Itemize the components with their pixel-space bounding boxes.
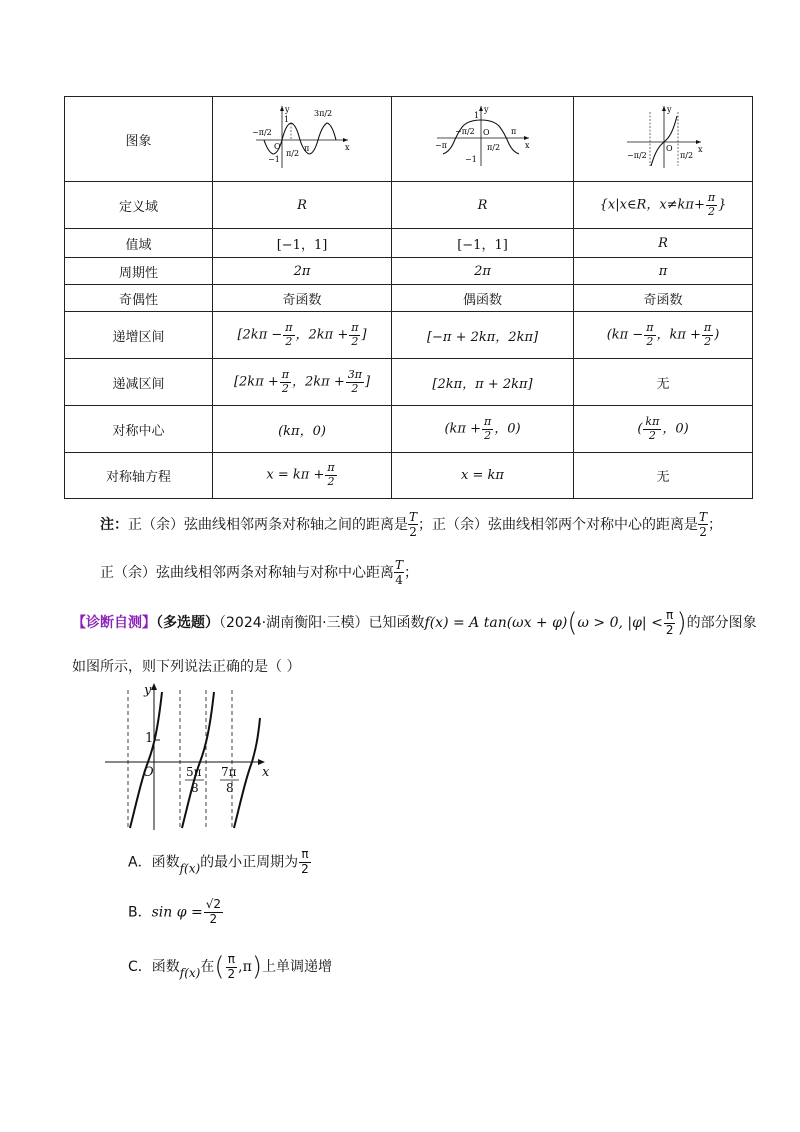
sin-graph-cell xyxy=(213,97,392,182)
tan-increasing: (kπ − $\frac{\pi}{2}$ ，kπ + $\frac{\pi}{2}$ ) xyxy=(574,312,753,359)
sin-parity: 奇函数 xyxy=(213,285,392,312)
table-row xyxy=(65,453,753,499)
origin-label: O xyxy=(143,765,154,780)
question-source: （2024·湖南衡阳·三模）已知函数 xyxy=(219,615,425,631)
eight-label-2: 8 xyxy=(226,781,234,795)
row-label: 图象 xyxy=(65,97,213,182)
cos-axis: x = kπ xyxy=(392,453,574,499)
pi-half-label: π/2 xyxy=(680,151,694,160)
cos-period: 2π xyxy=(392,258,574,285)
question-line-1: 【诊断自测】（多选题）（2024·湖南衡阳·三模）已知函数f(x) = A tan(ωx + φ)(ω > 0, |φ| < $\frac{\pi}{2}$ )的部分图象 xyxy=(72,607,757,638)
sin-decreasing: [2kπ + $\frac{\pi}{2}$ ，2kπ + $\frac{3\pi}{2}$ ] xyxy=(213,359,392,406)
row-label: 值域 xyxy=(65,229,213,258)
tan-axis: 无 xyxy=(574,453,753,499)
x-axis-label: x xyxy=(262,765,270,780)
origin-label: O xyxy=(482,128,490,137)
cos-range: [−1，1] xyxy=(392,229,574,258)
tan-graph xyxy=(613,102,713,172)
question-type: （多选题） xyxy=(156,615,219,631)
one-label: 1 xyxy=(145,731,154,746)
note-line-1: 注：正（余）弦曲线相邻两条对称轴之间的距离是 $\frac{T}{2}$ ；正（余）弦曲线相邻两个对称中心的距离是 $\frac{T}{2}$ ； xyxy=(100,510,723,540)
sin-domain: R xyxy=(213,182,392,229)
tan-period: π xyxy=(574,258,753,285)
cos-parity: 偶函数 xyxy=(392,285,574,312)
row-label: 递减区间 xyxy=(65,359,213,406)
table-row xyxy=(65,406,753,453)
pi-half-label: π/2 xyxy=(286,149,300,158)
cos-center: (kπ + $\frac{\pi}{2}$ ，0) xyxy=(392,406,574,453)
question-line-2: 如图所示，则下列说法正确的是（ ） xyxy=(72,659,301,675)
y-axis-label: y xyxy=(285,105,290,114)
table-row xyxy=(65,182,753,229)
origin-label: O xyxy=(274,142,281,151)
minus-pi-label: −π xyxy=(434,141,447,150)
one-label: 1 xyxy=(473,111,479,120)
tan-function-graph xyxy=(100,678,280,838)
table-row xyxy=(65,97,753,182)
minus-one-label: −1 xyxy=(268,155,280,164)
three-pi-half-label: 3π/2 xyxy=(314,109,333,118)
cos-increasing: [−π + 2kπ，2kπ] xyxy=(392,312,574,359)
option-b[interactable]: B．sin φ = $\frac{√2}{2}$ xyxy=(128,897,222,926)
cos-graph-cell xyxy=(392,97,574,182)
table-row xyxy=(65,229,753,258)
row-label: 奇偶性 xyxy=(65,285,213,312)
eight-label-1: 8 xyxy=(191,781,199,795)
row-label: 周期性 xyxy=(65,258,213,285)
origin-label: O xyxy=(666,144,673,153)
option-c[interactable]: C．函数f(x)在( $\frac{\pi}{2}$ ,π)上单调递增 xyxy=(128,951,332,982)
tan-parity: 奇函数 xyxy=(574,285,753,312)
x-axis-label: x xyxy=(698,145,703,154)
note-line-2: 正（余）弦曲线相邻两条对称轴与对称中心距离 $\frac{T}{4}$ ； xyxy=(100,558,419,588)
minus-pi-half-label: −π/2 xyxy=(627,151,647,160)
row-label: 定义域 xyxy=(65,182,213,229)
y-axis-label: y xyxy=(483,105,489,114)
cos-decreasing: [2kπ，π + 2kπ] xyxy=(392,359,574,406)
pi-half-label: π/2 xyxy=(486,143,500,152)
sin-range: [−1，1] xyxy=(213,229,392,258)
row-label: 对称中心 xyxy=(65,406,213,453)
minus-pi-half-label: −π/2 xyxy=(252,128,272,137)
table-row xyxy=(65,359,753,406)
minus-pi-half-label: −π/2 xyxy=(454,127,475,136)
pi-label: π xyxy=(304,144,310,153)
tan-graph-cell xyxy=(574,97,753,182)
tan-domain: {x|x∈R，x≠kπ+ $\frac{\pi}{2}$ } xyxy=(574,182,753,229)
trig-properties-table xyxy=(64,96,753,499)
cos-domain: R xyxy=(392,182,574,229)
table-row xyxy=(65,258,753,285)
x-axis-label: x xyxy=(524,141,530,150)
sin-increasing: [2kπ − $\frac{\pi}{2}$ ，2kπ + $\frac{\pi}{2}$ ] xyxy=(213,312,392,359)
tan-decreasing: 无 xyxy=(574,359,753,406)
tan-range: R xyxy=(574,229,753,258)
sin-period: 2π xyxy=(213,258,392,285)
function-formula: f(x) = A tan(ωx + φ) xyxy=(424,615,568,631)
one-label: 1 xyxy=(284,115,290,124)
y-axis-label: y xyxy=(667,105,672,114)
option-a[interactable]: A．函数f(x)的最小正周期为 $\frac{\pi}{2}$ xyxy=(128,847,309,876)
sin-graph xyxy=(252,102,352,172)
sin-axis: x = kπ + $\frac{\pi}{2}$ xyxy=(213,453,392,499)
row-label: 递增区间 xyxy=(65,312,213,359)
y-axis-label: y xyxy=(144,683,152,698)
tan-center: ( $\frac{k\pi}{2}$ ，0) xyxy=(574,406,753,453)
seven-pi-label: 7π xyxy=(221,765,237,779)
table-row xyxy=(65,312,753,359)
cos-graph xyxy=(433,102,533,172)
row-label: 对称轴方程 xyxy=(65,453,213,499)
five-pi-label: 5π xyxy=(186,765,202,779)
diagnostic-tag: 【诊断自测】 xyxy=(72,615,156,631)
table-row xyxy=(65,285,753,312)
pi-label: π xyxy=(510,127,516,136)
sin-center: (kπ，0) xyxy=(213,406,392,453)
minus-one-label: −1 xyxy=(464,155,477,164)
x-axis-label: x xyxy=(345,143,350,152)
